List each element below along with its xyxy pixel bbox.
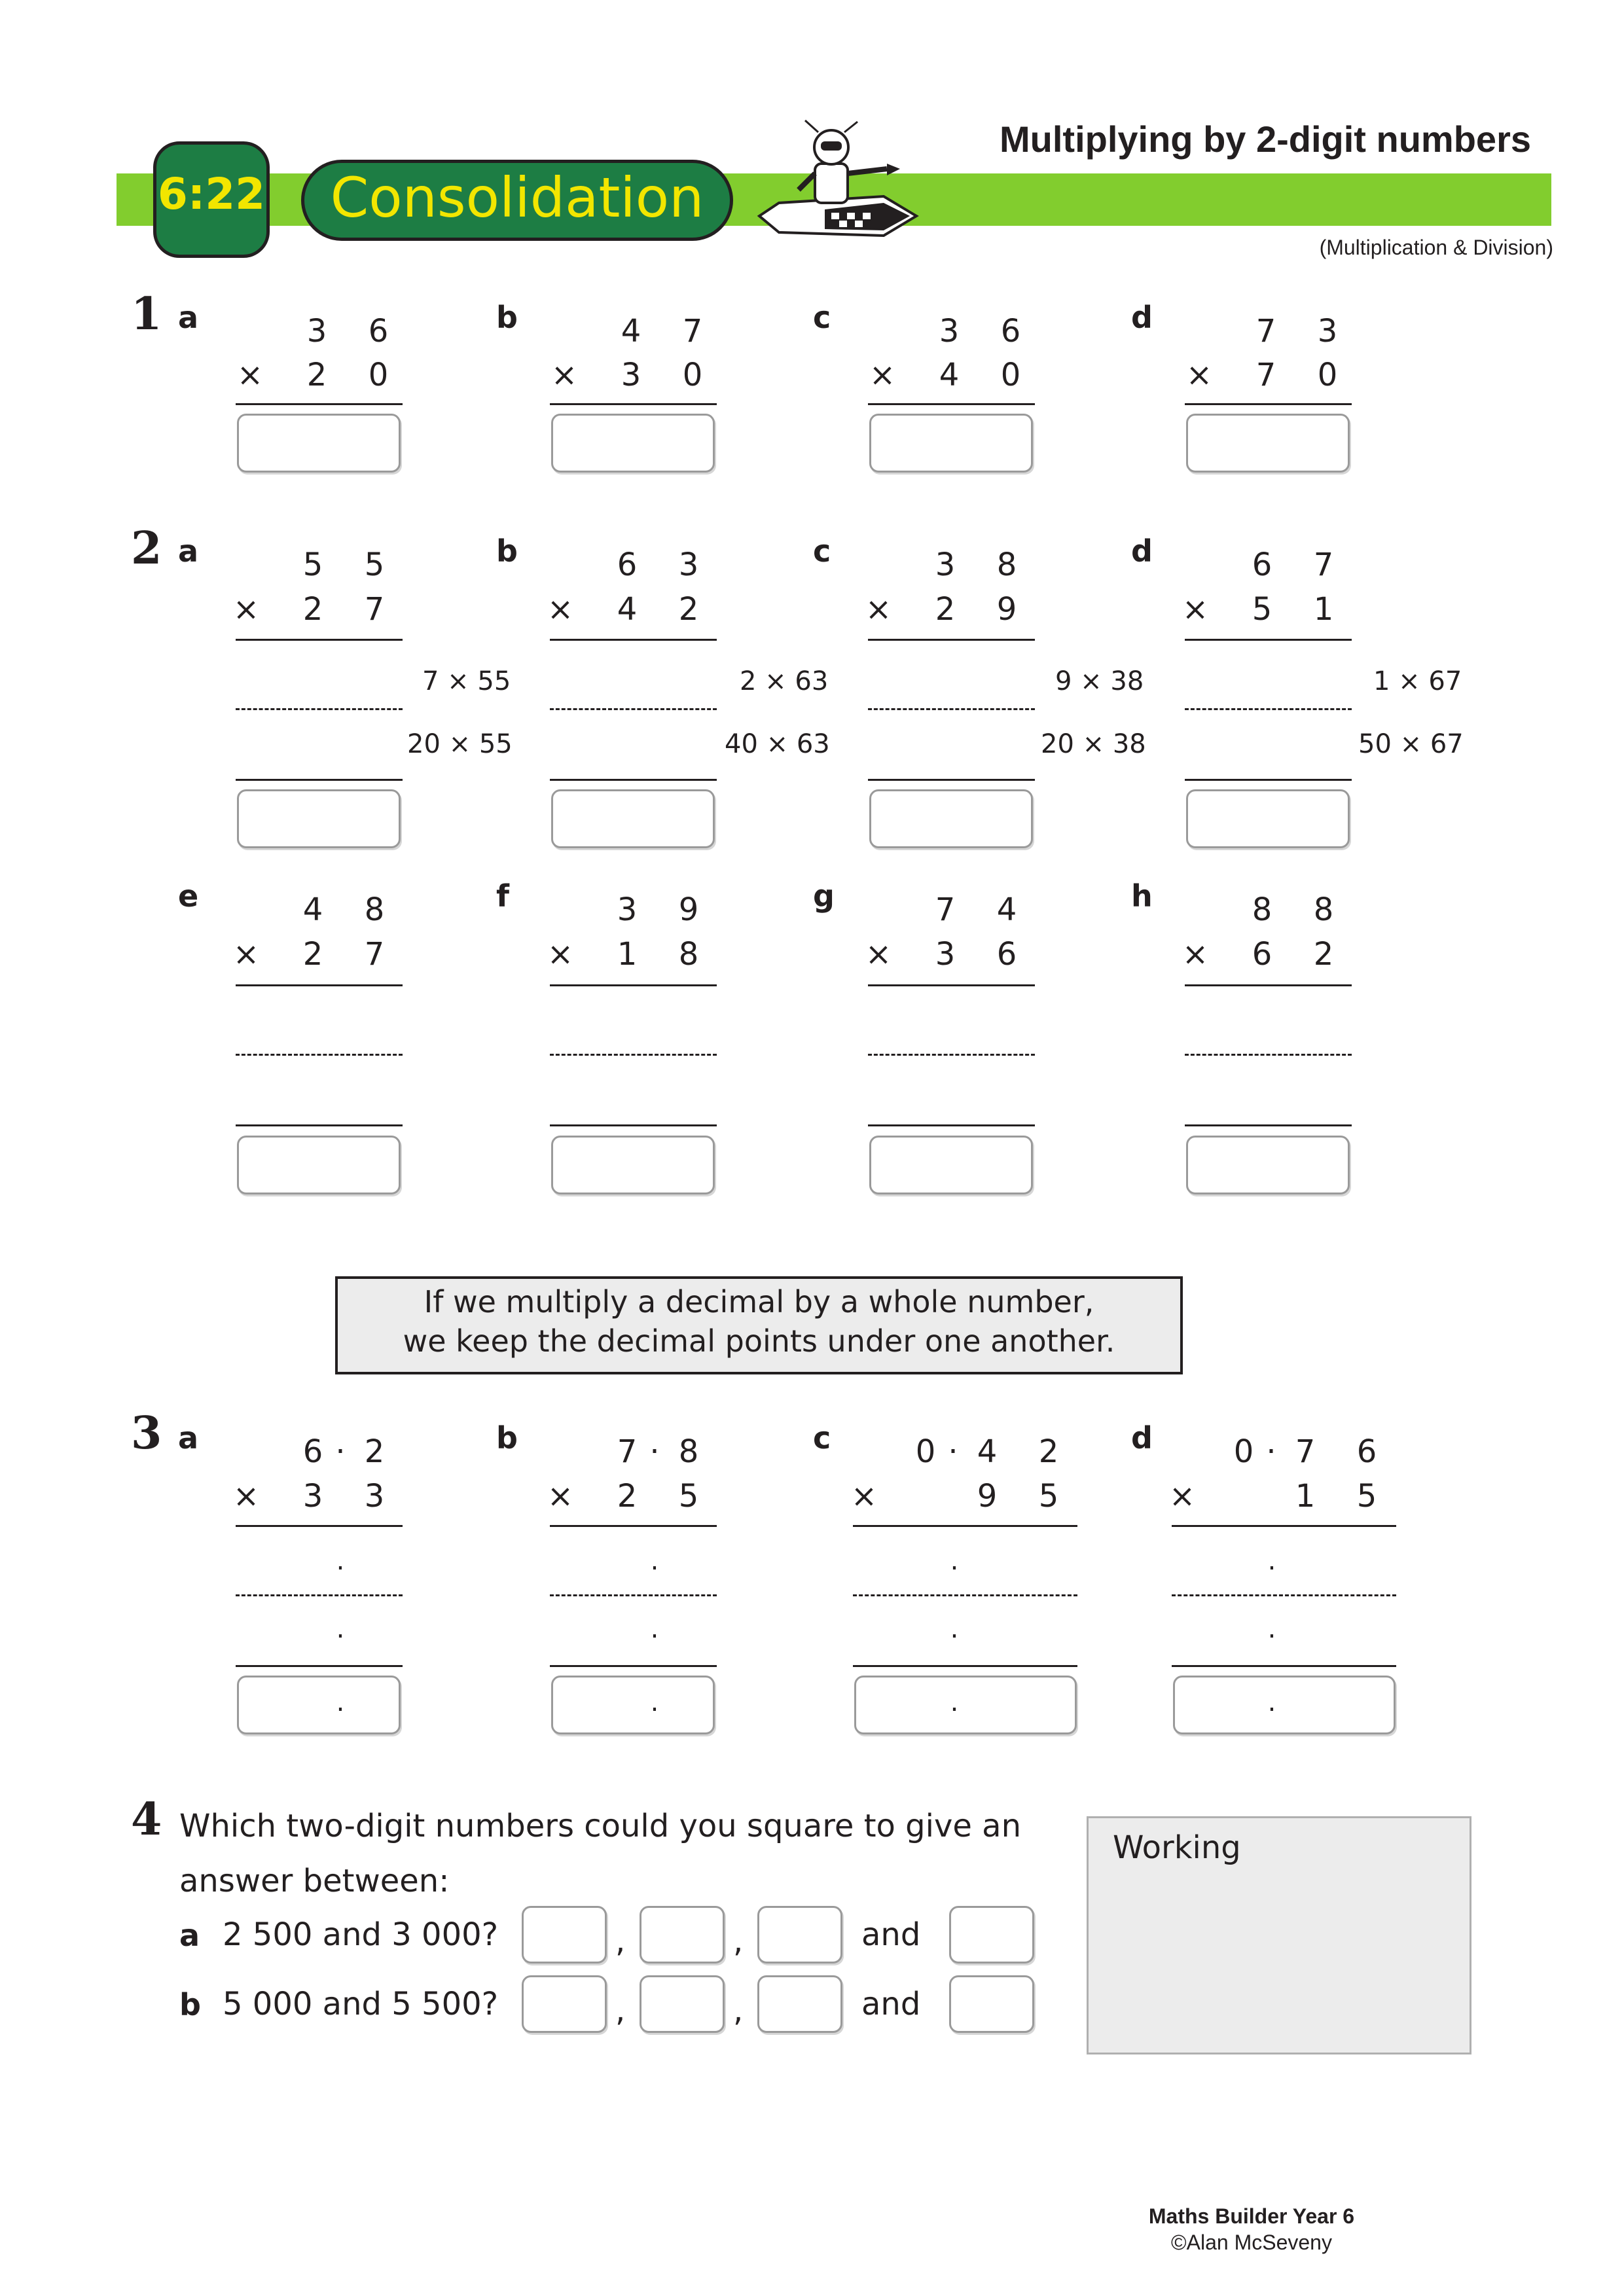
q2g-dashed-rule bbox=[868, 1054, 1035, 1056]
q2e-rule-top bbox=[236, 984, 403, 986]
q2f-top-tens: 3 bbox=[617, 891, 638, 928]
q1d-top-ones: 3 bbox=[1317, 313, 1338, 350]
q3c-top-ones: 0 bbox=[915, 1433, 936, 1470]
q3a-top-ones: 6 bbox=[302, 1433, 323, 1470]
q2h-top-tens: 8 bbox=[1252, 891, 1272, 928]
q3b-rule-bottom bbox=[550, 1665, 717, 1667]
q3c-bottom-tens: 9 bbox=[977, 1478, 998, 1515]
q2c-bottom-tens: 2 bbox=[935, 591, 956, 628]
q3c-answer-box[interactable] bbox=[854, 1676, 1077, 1734]
q2d-label: d bbox=[1131, 533, 1153, 569]
q2g-rule-bottom bbox=[868, 1124, 1035, 1126]
q3d-answer-box[interactable] bbox=[1173, 1676, 1396, 1734]
q3a-point-row1: . bbox=[336, 1546, 345, 1576]
q4b-range: 5 000 and 5 500? bbox=[223, 1986, 499, 2022]
q2e-times-sign: × bbox=[232, 936, 260, 973]
q2e-bottom-tens: 2 bbox=[302, 936, 323, 973]
q4a-label: a bbox=[179, 1918, 200, 1953]
q4a-comma-1: , bbox=[615, 1923, 626, 1960]
q3b-bottom-tens: 2 bbox=[617, 1478, 638, 1515]
footer-book-title: Maths Builder Year 6 bbox=[1148, 2204, 1355, 2228]
q2b-dashed-rule bbox=[550, 708, 717, 710]
q1b-top-ones: 7 bbox=[682, 313, 703, 350]
q2d-answer-box[interactable] bbox=[1186, 789, 1350, 848]
q1c-top-tens: 3 bbox=[939, 313, 960, 350]
q2a-times-sign: × bbox=[232, 591, 260, 628]
q1d-answer-box[interactable] bbox=[1186, 414, 1350, 473]
q2e-answer-box[interactable] bbox=[237, 1136, 401, 1194]
q4a-answer-box-3[interactable] bbox=[757, 1906, 842, 1964]
q2c-rule-bottom bbox=[868, 779, 1035, 781]
q2c-times-sign: × bbox=[865, 591, 892, 628]
q2b-hint-ones: 2 × 63 bbox=[740, 666, 829, 696]
q4a-comma-2: , bbox=[733, 1923, 744, 1960]
q2a-rule-top bbox=[236, 639, 403, 641]
q1c-rule bbox=[868, 403, 1035, 405]
q2f-bottom-ones: 8 bbox=[678, 936, 699, 973]
footer-copyright: ©Alan McSeveny bbox=[1171, 2231, 1332, 2254]
q1d-label: d bbox=[1131, 300, 1153, 335]
q1a-top-tens: 3 bbox=[306, 313, 327, 350]
q4b-answer-box-1[interactable] bbox=[522, 1975, 607, 2033]
q2b-rule-bottom bbox=[550, 779, 717, 781]
q2g-top-ones: 4 bbox=[996, 891, 1017, 928]
q2g-top-tens: 7 bbox=[935, 891, 956, 928]
q2f-answer-box[interactable] bbox=[551, 1136, 715, 1194]
q2e-rule-bottom bbox=[236, 1124, 403, 1126]
q1d-times-sign: × bbox=[1185, 357, 1213, 393]
q1a-top-ones: 6 bbox=[368, 313, 389, 350]
q2f-rule-bottom bbox=[550, 1124, 717, 1126]
q3d-answer-point: . bbox=[1267, 1687, 1276, 1717]
q2f-label: f bbox=[496, 878, 510, 914]
q3d-top-tenths: 7 bbox=[1295, 1433, 1316, 1470]
q2d-bottom-ones: 1 bbox=[1313, 591, 1334, 628]
q3c-label: c bbox=[813, 1420, 831, 1456]
q2g-answer-box[interactable] bbox=[869, 1136, 1033, 1194]
question-3-number: 3 bbox=[131, 1407, 162, 1460]
q3c-times-sign: × bbox=[850, 1478, 878, 1515]
q4b-comma-2: , bbox=[733, 1992, 744, 2029]
q1c-label: c bbox=[813, 300, 831, 335]
q3b-label: b bbox=[496, 1420, 518, 1456]
q1b-bottom-tens: 3 bbox=[621, 357, 641, 393]
q2g-rule-top bbox=[868, 984, 1035, 986]
q3c-rule-top bbox=[853, 1525, 1077, 1527]
q3a-times-sign: × bbox=[232, 1478, 260, 1515]
working-label: Working bbox=[1113, 1829, 1241, 1866]
q1c-bottom-ones: 0 bbox=[1000, 357, 1021, 393]
q2b-label: b bbox=[496, 533, 518, 569]
q2h-bottom-tens: 6 bbox=[1252, 936, 1272, 973]
q3d-point-row1: . bbox=[1267, 1546, 1276, 1576]
q2e-dashed-rule bbox=[236, 1054, 403, 1056]
q3a-top-point: · bbox=[335, 1433, 346, 1470]
q2g-bottom-ones: 6 bbox=[996, 936, 1017, 973]
q2h-label: h bbox=[1131, 878, 1153, 914]
q2f-dashed-rule bbox=[550, 1054, 717, 1056]
q2b-bottom-tens: 4 bbox=[617, 591, 638, 628]
q2c-top-tens: 3 bbox=[935, 547, 956, 583]
q1c-top-ones: 6 bbox=[1000, 313, 1021, 350]
q3c-answer-point: . bbox=[950, 1687, 959, 1717]
q3d-label: d bbox=[1131, 1420, 1153, 1456]
q2h-answer-box[interactable] bbox=[1186, 1136, 1350, 1194]
q1b-label: b bbox=[496, 300, 518, 335]
q2a-dashed-rule bbox=[236, 708, 403, 710]
q3c-rule-bottom bbox=[853, 1665, 1077, 1667]
q2a-hint-tens: 20 × 55 bbox=[407, 729, 513, 759]
q3a-answer-box[interactable] bbox=[237, 1676, 401, 1734]
q2d-rule-bottom bbox=[1185, 779, 1352, 781]
q4b-answer-box-4[interactable] bbox=[949, 1975, 1034, 2033]
q1a-bottom-ones: 0 bbox=[368, 357, 389, 393]
q2f-top-ones: 9 bbox=[678, 891, 699, 928]
q3b-times-sign: × bbox=[547, 1478, 574, 1515]
q3c-bottom-ones: 5 bbox=[1038, 1478, 1059, 1515]
q3d-bottom-tens: 1 bbox=[1295, 1478, 1316, 1515]
q2c-rule-top bbox=[868, 639, 1035, 641]
q3d-dashed-rule bbox=[1172, 1594, 1396, 1596]
q2b-bottom-ones: 2 bbox=[678, 591, 699, 628]
q4a-answer-box-4[interactable] bbox=[949, 1906, 1034, 1964]
q1a-bottom-tens: 2 bbox=[306, 357, 327, 393]
q1b-bottom-ones: 0 bbox=[682, 357, 703, 393]
q4b-comma-1: , bbox=[615, 1992, 626, 2029]
topic-subtitle: (Multiplication & Division) bbox=[1319, 236, 1553, 259]
q2e-top-ones: 8 bbox=[364, 891, 385, 928]
q2h-top-ones: 8 bbox=[1313, 891, 1334, 928]
q3b-point-row1: . bbox=[650, 1546, 659, 1576]
q2c-label: c bbox=[813, 533, 831, 569]
q3a-rule-bottom bbox=[236, 1665, 403, 1667]
q1d-top-tens: 7 bbox=[1255, 313, 1276, 350]
q3c-point-row1: . bbox=[950, 1546, 959, 1576]
q4b-answer-box-2[interactable] bbox=[640, 1975, 725, 2033]
q2d-top-ones: 7 bbox=[1313, 547, 1334, 583]
q2g-bottom-tens: 3 bbox=[935, 936, 956, 973]
q3b-top-tenths: 8 bbox=[678, 1433, 699, 1470]
q4b-answer-box-3[interactable] bbox=[757, 1975, 842, 2033]
q3a-bottom-tens: 3 bbox=[302, 1478, 323, 1515]
q1a-answer-box[interactable] bbox=[237, 414, 401, 473]
q2g-label: g bbox=[813, 878, 835, 914]
q1b-top-tens: 4 bbox=[621, 313, 641, 350]
q2b-times-sign: × bbox=[547, 591, 574, 628]
q1d-rule bbox=[1185, 403, 1352, 405]
q3c-point-row2: . bbox=[950, 1614, 959, 1644]
q2a-label: a bbox=[178, 533, 199, 569]
q3b-rule-top bbox=[550, 1525, 717, 1527]
q1d-bottom-ones: 0 bbox=[1317, 357, 1338, 393]
note-line-1: If we multiply a decimal by a whole number, bbox=[424, 1284, 1094, 1319]
q2e-bottom-ones: 7 bbox=[364, 936, 385, 973]
question-2-number: 2 bbox=[131, 522, 162, 575]
lesson-number: 6:22 bbox=[157, 169, 266, 219]
q3a-label: a bbox=[178, 1420, 199, 1456]
q3b-top-ones: 7 bbox=[617, 1433, 638, 1470]
topic-title: Multiplying by 2-digit numbers bbox=[1000, 118, 1531, 160]
q2c-answer-box[interactable] bbox=[869, 789, 1033, 848]
q2d-dashed-rule bbox=[1185, 708, 1352, 710]
q2h-rule-bottom bbox=[1185, 1124, 1352, 1126]
q1b-times-sign: × bbox=[550, 357, 578, 393]
q1a-times-sign: × bbox=[236, 357, 264, 393]
q2c-bottom-ones: 9 bbox=[996, 591, 1017, 628]
q2h-dashed-rule bbox=[1185, 1054, 1352, 1056]
q2c-hint-ones: 9 × 38 bbox=[1055, 666, 1144, 696]
page-title: Consolidation bbox=[330, 166, 704, 230]
q2b-hint-tens: 40 × 63 bbox=[725, 729, 830, 759]
q2a-bottom-ones: 7 bbox=[364, 591, 385, 628]
q3b-point-row2: . bbox=[650, 1614, 659, 1644]
q2b-rule-top bbox=[550, 639, 717, 641]
q2a-bottom-tens: 2 bbox=[302, 591, 323, 628]
q3d-rule-top bbox=[1172, 1525, 1396, 1527]
q3c-top-point: · bbox=[948, 1433, 958, 1470]
q2f-bottom-tens: 1 bbox=[617, 936, 638, 973]
q2e-label: e bbox=[178, 878, 199, 914]
q2c-hint-tens: 20 × 38 bbox=[1041, 729, 1146, 759]
q3a-answer-point: . bbox=[336, 1687, 345, 1717]
q1c-answer-box[interactable] bbox=[869, 414, 1033, 473]
q2e-top-tens: 4 bbox=[302, 891, 323, 928]
q4a-range: 2 500 and 3 000? bbox=[223, 1916, 499, 1953]
q2h-times-sign: × bbox=[1182, 936, 1209, 973]
q3b-top-point: · bbox=[649, 1433, 660, 1470]
q4-question-line-1: Which two-digit numbers could you square to give an bbox=[179, 1808, 1021, 1844]
q2c-top-ones: 8 bbox=[996, 547, 1017, 583]
q4a-and: and bbox=[861, 1916, 921, 1953]
q2a-top-ones: 5 bbox=[364, 547, 385, 583]
q1b-answer-box[interactable] bbox=[551, 414, 715, 473]
q3d-bottom-ones: 5 bbox=[1356, 1478, 1377, 1515]
note-line-2: we keep the decimal points under one another. bbox=[403, 1323, 1115, 1359]
q3d-top-ones: 0 bbox=[1233, 1433, 1254, 1470]
q3a-rule-top bbox=[236, 1525, 403, 1527]
q2d-rule-top bbox=[1185, 639, 1352, 641]
q3d-rule-bottom bbox=[1172, 1665, 1396, 1667]
q1c-bottom-tens: 4 bbox=[939, 357, 960, 393]
q3c-top-tenths: 4 bbox=[977, 1433, 998, 1470]
q3d-times-sign: × bbox=[1168, 1478, 1196, 1515]
q2b-top-ones: 3 bbox=[678, 547, 699, 583]
q3a-point-row2: . bbox=[336, 1614, 345, 1644]
q2b-answer-box[interactable] bbox=[551, 789, 715, 848]
q2d-top-tens: 6 bbox=[1252, 547, 1272, 583]
q2c-dashed-rule bbox=[868, 708, 1035, 710]
q3d-top-point: · bbox=[1266, 1433, 1276, 1470]
q2a-rule-bottom bbox=[236, 779, 403, 781]
q2d-bottom-tens: 5 bbox=[1252, 591, 1272, 628]
q3b-bottom-ones: 5 bbox=[678, 1478, 699, 1515]
q4a-answer-box-2[interactable] bbox=[640, 1906, 725, 1964]
q3a-dashed-rule bbox=[236, 1594, 403, 1596]
q2f-times-sign: × bbox=[547, 936, 574, 973]
q4a-answer-box-1[interactable] bbox=[522, 1906, 607, 1964]
q2g-times-sign: × bbox=[865, 936, 892, 973]
q1b-rule bbox=[550, 403, 717, 405]
q2a-top-tens: 5 bbox=[302, 547, 323, 583]
q2h-rule-top bbox=[1185, 984, 1352, 986]
q2d-times-sign: × bbox=[1182, 591, 1209, 628]
q3d-top-hundredths: 6 bbox=[1356, 1433, 1377, 1470]
q2h-bottom-ones: 2 bbox=[1313, 936, 1334, 973]
q3c-top-hundredths: 2 bbox=[1038, 1433, 1059, 1470]
robot-rocket-icon bbox=[753, 118, 929, 249]
q3b-answer-box[interactable] bbox=[551, 1676, 715, 1734]
q3a-bottom-ones: 3 bbox=[364, 1478, 385, 1515]
question-1-number: 1 bbox=[131, 288, 162, 340]
q4b-and: and bbox=[861, 1986, 921, 2022]
q1a-rule bbox=[236, 403, 403, 405]
q2d-hint-ones: 1 × 67 bbox=[1373, 666, 1462, 696]
q3a-top-tenths: 2 bbox=[364, 1433, 385, 1470]
q3b-answer-point: . bbox=[650, 1687, 659, 1717]
q4b-label: b bbox=[179, 1987, 201, 2022]
q1c-times-sign: × bbox=[869, 357, 896, 393]
q2d-hint-tens: 50 × 67 bbox=[1358, 729, 1464, 759]
q4-question-line-2: answer between: bbox=[179, 1863, 450, 1899]
q2a-hint-ones: 7 × 55 bbox=[422, 666, 511, 696]
q1a-label: a bbox=[178, 300, 199, 335]
q2a-answer-box[interactable] bbox=[237, 789, 401, 848]
q2b-top-tens: 6 bbox=[617, 547, 638, 583]
q3c-dashed-rule bbox=[853, 1594, 1077, 1596]
q3d-point-row2: . bbox=[1267, 1614, 1276, 1644]
q1d-bottom-tens: 7 bbox=[1255, 357, 1276, 393]
question-4-number: 4 bbox=[131, 1793, 162, 1846]
q2f-rule-top bbox=[550, 984, 717, 986]
q3b-dashed-rule bbox=[550, 1594, 717, 1596]
